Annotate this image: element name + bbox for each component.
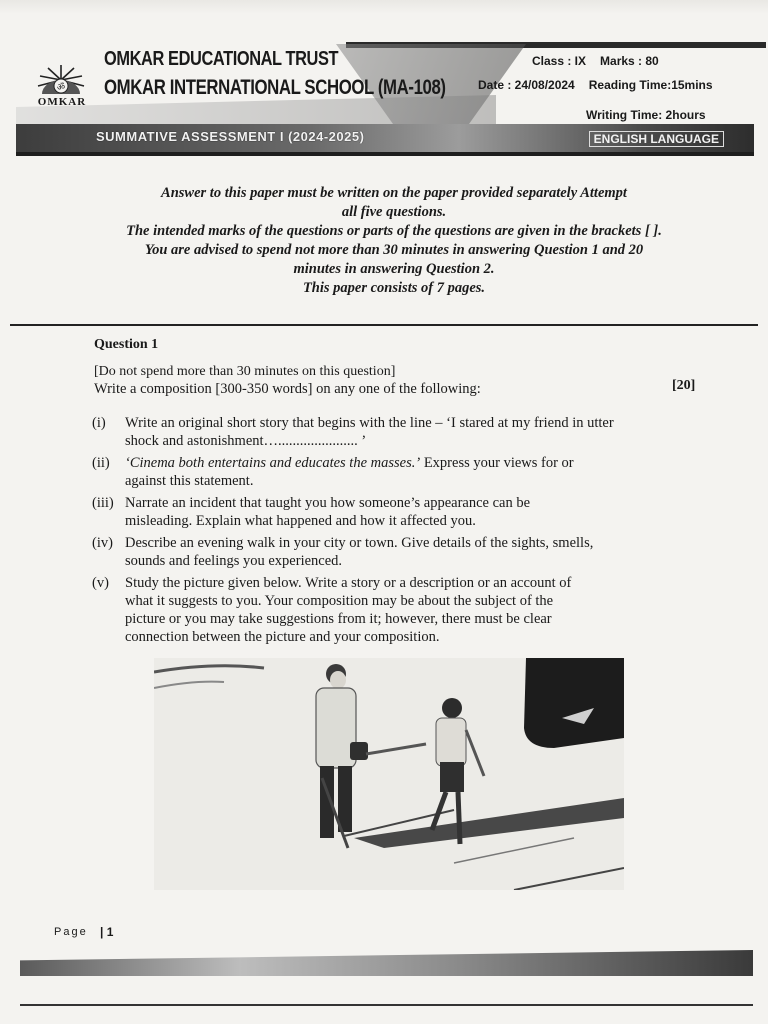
page-label: Page [54, 926, 88, 938]
option-item [92, 574, 692, 646]
option-number: (v) [92, 575, 109, 591]
option-text [125, 454, 692, 490]
trust-name: OMKAR EDUCATIONAL TRUST [104, 48, 339, 70]
option-line: connection between the picture and your composition. [125, 629, 440, 645]
man-and-child-walking-illustration [154, 658, 624, 890]
divider [10, 324, 758, 326]
instruction-line: You are advised to spend not more than 30 minutes in answering Question 1 and 20 [144, 242, 644, 258]
option-number: (iii) [92, 495, 114, 511]
option-item [92, 494, 692, 530]
option-line: picture or you may take suggestions from it; however, there must be clear [125, 611, 552, 627]
instruction-line: Answer to this paper must be written on the paper provided separately Attempt [161, 185, 627, 201]
exam-date: Date : 24/08/2024 [478, 78, 575, 92]
reading-time: Reading Time:15mins [588, 78, 713, 92]
option-text [125, 494, 692, 530]
option-line: Write an original short story that begins with the line – ‘I stared at my friend in utter [125, 415, 614, 431]
question-marks: [20] [672, 378, 696, 393]
option-line: Narrate an incident that taught you how someone’s appearance can be [125, 495, 531, 511]
option-item [92, 534, 692, 570]
option-line: what it suggests to you. Your composition may be about the subject of the [125, 593, 554, 609]
question-note: [Do not spend more than 30 minutes on this question] [94, 364, 396, 379]
option-number: (ii) [92, 455, 110, 471]
date-time-row [478, 78, 713, 92]
page-edge [0, 0, 768, 14]
option-item [92, 414, 692, 450]
instruction-line: The intended marks of the questions or parts of the questions are given in the brackets [ ]. [126, 223, 662, 239]
option-line: misleading. Explain what happened and how it affected you. [125, 513, 476, 529]
class-marks-row [532, 54, 659, 68]
sun-emblem-icon [36, 64, 86, 96]
instructions [80, 184, 708, 298]
question-prompt: Write a composition [300-350 words] on any one of the following: [94, 381, 481, 397]
option-line: sounds and feelings you experienced. [125, 553, 343, 569]
footer-band [20, 950, 753, 976]
composition-picture [154, 658, 624, 890]
option-line: against this statement. [125, 473, 254, 489]
option-text [125, 574, 692, 646]
page-number: | 1 [100, 925, 114, 939]
option-number: (iv) [92, 535, 113, 551]
footer-line [20, 1004, 753, 1006]
question-options [92, 414, 692, 650]
option-text [125, 534, 692, 570]
option-line: shock and astonishment…...................... ’ [125, 433, 367, 449]
assessment-banner [16, 124, 754, 152]
quoted-statement: ‘Cinema both entertains and educates the masses.’ [125, 455, 421, 471]
option-line-rest: Express your views for or [420, 455, 574, 471]
svg-text:ॐ: ॐ [56, 83, 66, 93]
exam-header [16, 40, 752, 160]
marks-label: Marks : 80 [600, 54, 659, 68]
option-item [92, 454, 692, 490]
instruction-line: This paper consists of 7 pages. [302, 280, 486, 296]
school-name: OMKAR INTERNATIONAL SCHOOL (MA-108) [104, 76, 446, 99]
option-line [125, 454, 692, 472]
school-logo [26, 60, 96, 120]
option-number: (i) [92, 415, 106, 431]
option-text [125, 414, 692, 450]
instruction-line: all five questions. [341, 204, 447, 220]
option-line: Describe an evening walk in your city or town. Give details of the sights, smells, [125, 535, 594, 551]
option-line: Study the picture given below. Write a story or a description or an account of [125, 575, 572, 591]
assessment-title: SUMMATIVE ASSESSMENT I (2024-2025) [96, 129, 365, 144]
question-title: Question 1 [94, 337, 159, 352]
class-label: Class : IX [532, 54, 587, 68]
instruction-line: minutes in answering Question 2. [293, 261, 495, 277]
logo-text: OMKAR [37, 96, 87, 108]
subject-label: ENGLISH LANGUAGE [589, 131, 724, 147]
writing-time: Writing Time: 2hours [586, 108, 706, 122]
banner-stripe [16, 152, 754, 156]
